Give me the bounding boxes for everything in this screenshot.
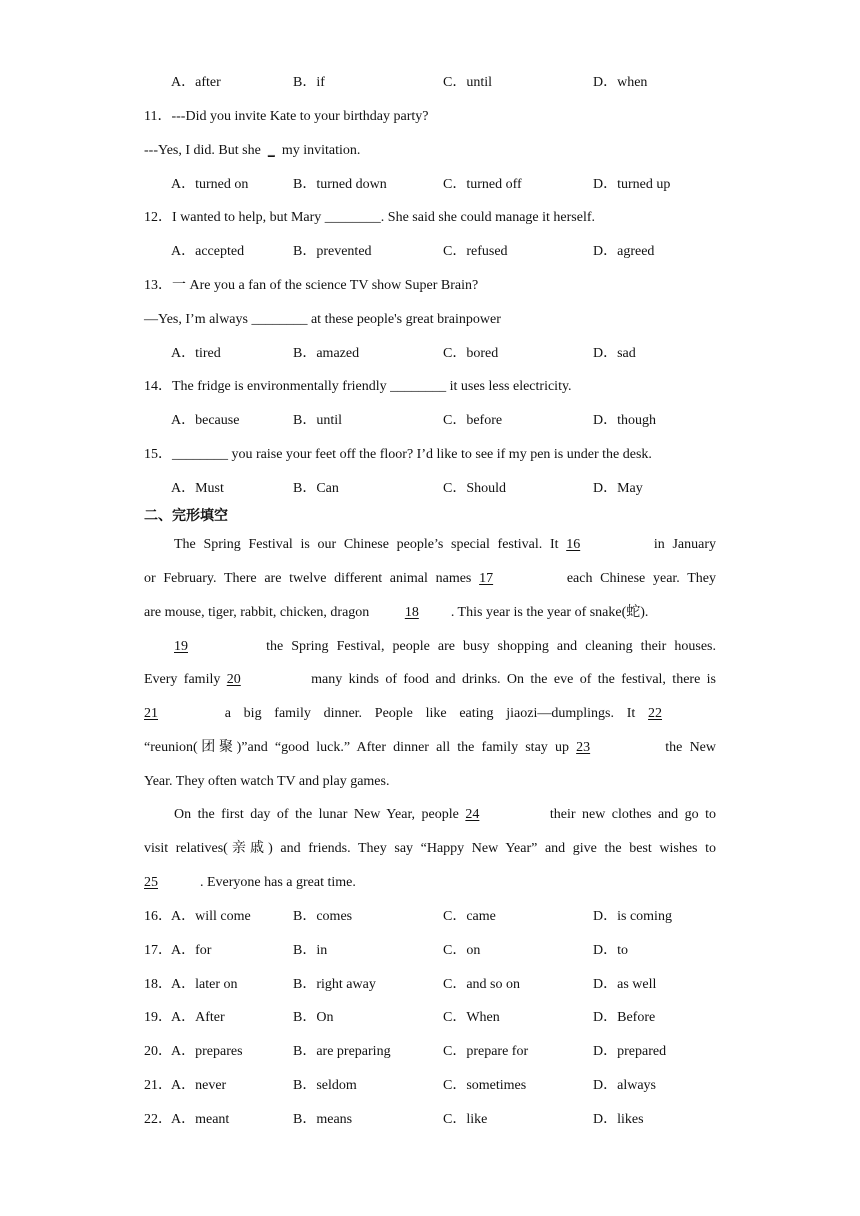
passage-line: visit relatives(亲戚) and friends. They say “Happy New Year” and give the best wishes to <box>144 841 716 856</box>
option-b[interactable]: B．turned down <box>293 177 387 192</box>
answer-row <box>144 1113 724 1133</box>
passage-text: . This year is the year of snake(蛇). <box>450 605 649 620</box>
option-b[interactable]: B．prevented <box>293 244 372 259</box>
passage-text: or February. There are twelve different animal names <box>144 571 472 586</box>
option-c[interactable]: C．came <box>443 909 496 924</box>
q10-options <box>171 76 731 96</box>
answer-row <box>144 978 724 998</box>
answer-row <box>144 910 724 930</box>
option-c[interactable]: C．on <box>443 943 481 958</box>
q13-question: 13．一 Are you a fan of the science TV show Super Brain? <box>144 278 479 293</box>
q11-blank: _ <box>267 143 275 158</box>
question-number: 19． <box>144 1010 172 1025</box>
q11-reply-a: ---Yes, I did. But she <box>144 143 261 158</box>
option-c[interactable]: C．When <box>443 1010 500 1025</box>
option-c[interactable]: C．turned off <box>443 177 522 192</box>
option-a[interactable]: A．prepares <box>171 1044 243 1059</box>
option-c[interactable]: C．prepare for <box>443 1044 529 1059</box>
option-d[interactable]: D．when <box>593 75 648 90</box>
q12-question: 12．I wanted to help, but Mary ________. She said she could manage it herself. <box>144 210 596 225</box>
option-c[interactable]: C．until <box>443 75 493 90</box>
q11-reply <box>144 144 716 158</box>
passage-line <box>144 572 716 586</box>
option-d[interactable]: D．Before <box>593 1010 656 1025</box>
option-c[interactable]: C．like <box>443 1112 488 1127</box>
passage-text: in January <box>653 537 716 552</box>
passage-text: “reunion(团聚)”and “good luck.” After dinner all the family stay up <box>144 740 569 755</box>
passage-text: . Everyone has a great time. <box>200 875 356 890</box>
option-d[interactable]: D．likes <box>593 1112 644 1127</box>
blank-19: 19 <box>174 639 188 654</box>
passage-text: many kinds of food and drinks. On the eve of the festival, there is <box>311 672 717 687</box>
question-number: 16． <box>144 909 172 924</box>
q11-question: 11．---Did you invite Kate to your birthday party? <box>144 109 429 124</box>
option-b[interactable]: B．until <box>293 413 343 428</box>
passage-line <box>144 673 716 687</box>
option-b[interactable]: B．are preparing <box>293 1044 391 1059</box>
passage-line <box>144 808 716 822</box>
option-d[interactable]: D．as well <box>593 977 657 992</box>
option-a[interactable]: A．never <box>171 1078 227 1093</box>
q13-options <box>171 347 731 367</box>
passage-text: are mouse, tiger, rabbit, chicken, dragon <box>144 605 370 620</box>
passage-line <box>144 876 716 890</box>
q14-question: 14．The fridge is environmentally friendly ________ it uses less electricity. <box>144 379 572 394</box>
answer-row <box>144 1045 724 1065</box>
answer-row <box>144 944 724 964</box>
question-number: 18． <box>144 977 172 992</box>
option-b[interactable]: B．On <box>293 1010 334 1025</box>
passage-line <box>144 707 716 721</box>
option-d[interactable]: D．sad <box>593 346 636 361</box>
q11-options <box>171 178 731 198</box>
option-c[interactable]: C．before <box>443 413 503 428</box>
option-d[interactable]: D．agreed <box>593 244 655 259</box>
section-title: 二、完形填空 <box>144 508 228 524</box>
q13-reply: —Yes, I’m always ________ at these people's great brainpower <box>144 312 501 327</box>
blank-21: 21 <box>144 706 158 721</box>
option-a[interactable]: A．tired <box>171 346 221 361</box>
option-d[interactable]: D．prepared <box>593 1044 667 1059</box>
answer-row <box>144 1079 724 1099</box>
passage-line: Year. They often watch TV and play games. <box>144 774 390 789</box>
option-c[interactable]: C．bored <box>443 346 499 361</box>
option-a[interactable]: A．for <box>171 943 212 958</box>
passage-text: the Spring Festival, people are busy shopping and cleaning their houses. <box>266 639 716 654</box>
option-d[interactable]: D．always <box>593 1078 656 1093</box>
blank-23: 23 <box>576 740 591 755</box>
question-number: 20． <box>144 1044 172 1059</box>
blank-22: 22 <box>648 706 663 721</box>
passage-text: Every family <box>144 672 221 687</box>
passage-line <box>144 640 716 654</box>
option-d[interactable]: D．May <box>593 481 643 496</box>
option-c[interactable]: C．sometimes <box>443 1078 527 1093</box>
blank-18: 18 <box>404 605 419 620</box>
option-b[interactable]: B．amazed <box>293 346 360 361</box>
blank-17: 17 <box>479 571 494 586</box>
question-number: 21． <box>144 1078 172 1093</box>
option-a[interactable]: A．later on <box>171 977 238 992</box>
passage-line <box>144 606 716 620</box>
blank-16: 16 <box>566 537 581 552</box>
question-number: 22． <box>144 1112 172 1127</box>
q15-options <box>171 482 731 502</box>
q11-reply-b: my invitation. <box>281 143 361 158</box>
option-a[interactable]: A．Must <box>171 481 224 496</box>
option-a[interactable]: A．will come <box>171 909 251 924</box>
passage-text: each Chinese year. They <box>566 571 717 586</box>
passage-line <box>144 538 716 552</box>
option-c[interactable]: C．and so on <box>443 977 520 992</box>
passage-line <box>144 741 716 755</box>
option-b[interactable]: B．seldom <box>293 1078 357 1093</box>
passage-text: the New <box>665 740 716 755</box>
option-a[interactable]: A．after <box>171 75 221 90</box>
passage-text: their new clothes and go to <box>549 807 717 822</box>
option-d[interactable]: D．turned up <box>593 177 671 192</box>
option-b[interactable]: B．means <box>293 1112 353 1127</box>
option-c[interactable]: C．refused <box>443 244 508 259</box>
option-a[interactable]: A．turned on <box>171 177 249 192</box>
passage-text: a big family dinner. People like eating jiaozi—dumplings. It <box>224 706 636 721</box>
option-d[interactable]: D．to <box>593 943 628 958</box>
passage-text: On the first day of the lunar New Year, people <box>174 807 459 822</box>
option-b[interactable]: B．right away <box>293 977 376 992</box>
blank-24: 24 <box>465 807 480 822</box>
q14-options <box>171 414 731 434</box>
answer-row <box>144 1011 724 1031</box>
option-b[interactable]: B．Can <box>293 481 339 496</box>
option-a[interactable]: A．because <box>171 413 240 428</box>
option-b[interactable]: B．if <box>293 75 325 90</box>
option-b[interactable]: B．comes <box>293 909 353 924</box>
blank-20: 20 <box>226 672 241 687</box>
question-number: 17． <box>144 943 172 958</box>
blank-25: 25 <box>144 875 158 890</box>
passage-text: The Spring Festival is our Chinese people’s special festival. It <box>174 537 559 552</box>
option-c[interactable]: C．Should <box>443 481 507 496</box>
option-d[interactable]: D．though <box>593 413 656 428</box>
q12-options <box>171 245 731 265</box>
option-a[interactable]: A．After <box>171 1010 225 1025</box>
q15-question: 15．________ you raise your feet off the floor? I’d like to see if my pen is under the desk. <box>144 447 652 462</box>
option-b[interactable]: B．in <box>293 943 328 958</box>
option-a[interactable]: A．accepted <box>171 244 245 259</box>
option-a[interactable]: A．meant <box>171 1112 230 1127</box>
option-d[interactable]: D．is coming <box>593 909 672 924</box>
